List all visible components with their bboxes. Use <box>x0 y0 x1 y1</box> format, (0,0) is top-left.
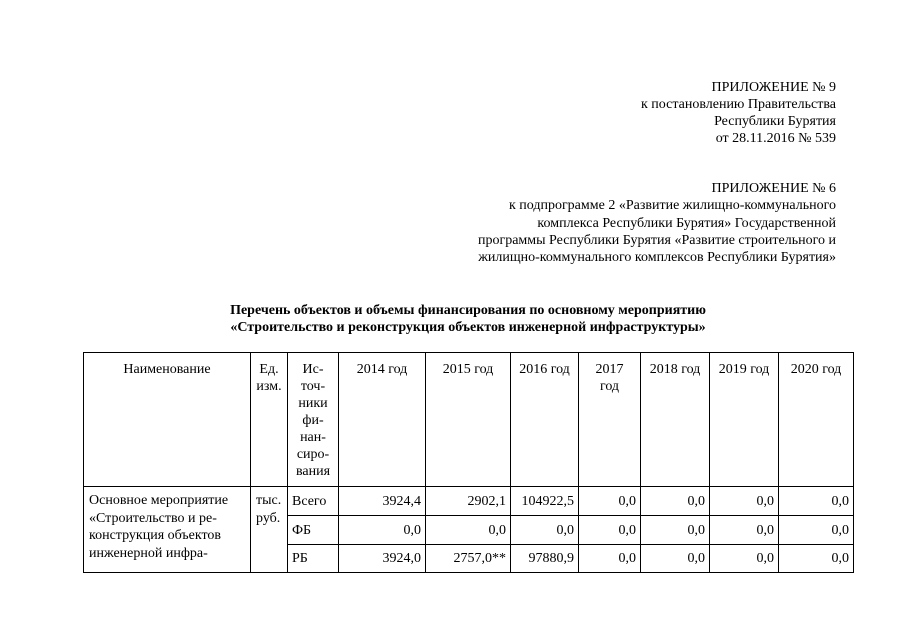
header-line: 2014 год <box>356 362 408 377</box>
header-line: Наименование <box>123 362 211 377</box>
header-line: 2015 год <box>442 362 494 377</box>
item-name-line: «Строительство и ре- <box>89 510 217 526</box>
column-header-2019 <box>710 353 779 487</box>
appendix-9-block <box>641 79 836 147</box>
unit-line: тыс. <box>256 493 282 508</box>
cell-source: ФБ <box>288 516 339 545</box>
header-line: 2018 год <box>649 362 701 377</box>
item-name-line: Основное мероприятие <box>89 493 229 508</box>
title-line: «Строительство и реконструкция объектов инженерной инфраструктуры» <box>230 320 706 335</box>
header-line: Ед. <box>259 362 279 377</box>
cell-value-2019: 0,0 <box>710 545 779 573</box>
header-line: 2020 год <box>790 362 842 377</box>
header-line: фи- <box>302 413 324 428</box>
cell-value-2014: 0,0 <box>339 516 426 545</box>
cell-source: РБ <box>288 545 339 573</box>
document-title <box>83 302 853 336</box>
header-line: ники <box>298 396 328 411</box>
column-header-2014 <box>339 353 426 487</box>
cell-value-2017: 0,0 <box>579 545 641 573</box>
cell-value-2016: 97880,9 <box>511 545 579 573</box>
column-header-2015 <box>426 353 511 487</box>
cell-value-2015: 0,0 <box>426 516 511 545</box>
title-line: Перечень объектов и объемы финансирования по основному мероприятию <box>230 303 706 318</box>
header-line: точ- <box>300 379 326 394</box>
appendix-9-line: к постановлению Правительства <box>640 97 836 112</box>
appendix-6-line: жилищно-коммунального комплексов Республики Бурятия» <box>478 250 836 265</box>
column-header-unit <box>251 353 288 487</box>
cell-value-2018: 0,0 <box>641 516 710 545</box>
column-header-2018 <box>641 353 710 487</box>
appendix-9-heading: ПРИЛОЖЕНИЕ № 9 <box>711 80 836 95</box>
column-header-2020 <box>779 353 854 487</box>
appendix-9-line: Республики Бурятия <box>714 114 836 129</box>
cell-value-2019: 0,0 <box>710 487 779 516</box>
cell-value-2020: 0,0 <box>779 487 854 516</box>
table-header-row <box>84 353 854 487</box>
cell-value-2018: 0,0 <box>641 545 710 573</box>
item-name-line: конструкция объектов <box>89 528 222 543</box>
cell-value-2015: 2902,1 <box>426 487 511 516</box>
cell-value-2014: 3924,4 <box>339 487 426 516</box>
cell-value-2017: 0,0 <box>579 516 641 545</box>
header-line: изм. <box>256 379 282 394</box>
cell-value-2018: 0,0 <box>641 487 710 516</box>
cell-value-2020: 0,0 <box>779 545 854 573</box>
appendix-6-line: программы Республики Бурятия «Развитие строительного и <box>477 232 836 248</box>
header-line: 2017 <box>595 362 624 377</box>
cell-value-2016: 0,0 <box>511 516 579 545</box>
cell-unit <box>251 487 288 573</box>
cell-value-2020: 0,0 <box>779 516 854 545</box>
item-name-line: инженерной инфра- <box>89 545 208 561</box>
cell-value-2015: 2757,0** <box>426 545 511 573</box>
cell-source: Всего <box>288 487 339 516</box>
appendix-6-heading: ПРИЛОЖЕНИЕ № 6 <box>711 181 836 196</box>
appendix-6-line: комплекса Республики Бурятия» Государственной <box>537 215 836 231</box>
column-header-name <box>84 353 251 487</box>
header-line: 2016 год <box>519 362 570 377</box>
appendix-9-date-line: от 28.11.2016 № 539 <box>715 131 836 146</box>
cell-value-2019: 0,0 <box>710 516 779 545</box>
header-line: нан- <box>300 430 326 445</box>
header-line: год <box>599 379 620 394</box>
unit-line: руб. <box>256 510 281 526</box>
financing-table <box>83 352 854 573</box>
cell-value-2014: 3924,0 <box>339 545 426 573</box>
column-header-source <box>288 353 339 487</box>
cell-value-2017: 0,0 <box>579 487 641 516</box>
cell-item-name <box>84 487 251 573</box>
header-line: сиро- <box>296 447 330 462</box>
appendix-6-line: к подпрограмме 2 «Развитие жилищно-коммунального <box>508 198 836 214</box>
table-row-total <box>84 487 854 516</box>
column-header-2016 <box>511 353 579 487</box>
header-line: Ис- <box>302 362 324 377</box>
column-header-2017 <box>579 353 641 487</box>
cell-value-2016: 104922,5 <box>511 487 579 516</box>
appendix-6-block <box>478 180 836 266</box>
header-line: 2019 год <box>718 362 770 377</box>
header-line: вания <box>295 464 331 479</box>
